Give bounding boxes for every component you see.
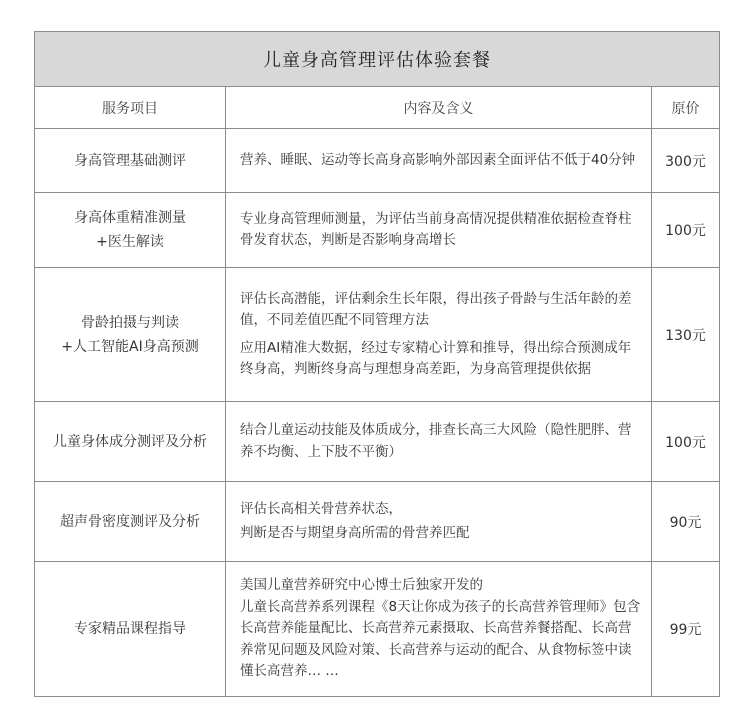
- price-cell: 300元: [652, 129, 720, 193]
- price-cell: 90元: [652, 482, 720, 562]
- content-cell: [226, 268, 652, 402]
- service-name: 儿童身体成分测评及分析: [53, 433, 207, 450]
- content-text: 结合儿童运动技能及体质成分，排查长高三大风险（隐性肥胖、营养不均衡、上下肢不平衡）: [240, 422, 632, 460]
- price-cell: 100元: [652, 402, 720, 482]
- content-text: 评估长高潜能，评估剩余生长年限，得出孩子骨龄与生活年龄的差值，不同差值匹配不同管理方法: [240, 290, 632, 328]
- service-name: +人工智能AI身高预测: [61, 338, 199, 355]
- table-row: [35, 562, 720, 697]
- header-service: 服务项目: [35, 87, 226, 129]
- title-row: [35, 32, 720, 87]
- package-table: [34, 31, 720, 697]
- table-title: 儿童身高管理评估体验套餐: [35, 32, 720, 87]
- service-cell: [35, 129, 226, 193]
- price-cell: 99元: [652, 562, 720, 697]
- content-text: 专业身高管理师测量，为评估当前身高情况提供精准依据检查脊柱骨发育状态，判断是否影响身高增长: [240, 210, 632, 248]
- service-cell: [35, 268, 226, 402]
- content-cell: [226, 562, 652, 697]
- content-text: 营养、睡眠、运动等长高身高影响外部因素全面评估不低于40分钟: [240, 151, 636, 168]
- content-cell: [226, 482, 652, 562]
- header-content: 内容及含义: [226, 87, 652, 129]
- content-cell: [226, 129, 652, 193]
- table-row: [35, 482, 720, 562]
- service-cell: [35, 193, 226, 268]
- table-row: [35, 268, 720, 402]
- service-name: 身高管理基础测评: [74, 152, 186, 169]
- service-name: 超声骨密度测评及分析: [60, 513, 200, 530]
- table-row: [35, 193, 720, 268]
- content-cell: [226, 402, 652, 482]
- content-text: 应用AI精准大数据，经过专家精心计算和推导，得出综合预测成年终身高，判断终身高与理想身高差距，为身高管理提供依据: [240, 339, 632, 377]
- content-text: 美国儿童营养研究中心博士后独家开发的: [240, 577, 483, 594]
- service-cell: [35, 562, 226, 697]
- price-cell: 130元: [652, 268, 720, 402]
- service-name: 身高体重精准测量: [74, 210, 186, 226]
- table-row: [35, 402, 720, 482]
- service-name: +医生解读: [96, 234, 164, 250]
- service-name: 专家精品课程指导: [74, 621, 186, 637]
- table-row: [35, 129, 720, 193]
- price-cell: 100元: [652, 193, 720, 268]
- service-cell: [35, 482, 226, 562]
- service-cell: [35, 402, 226, 482]
- header-price: 原价: [652, 87, 720, 129]
- content-text: 判断是否与期望身高所需的骨营养匹配: [240, 525, 470, 541]
- content-text: 儿童长高营养系列课程《8天让你成为孩子的长高营养管理师》包含长高营养能量配比、长高营养元素摄取、长高营养餐搭配、长高营养常见问题及风险对策、长高营养与运动的配合、从食物标签中读懂长高营养… …: [240, 598, 641, 680]
- content-text: 评估长高相关骨营养状态，: [240, 500, 402, 517]
- header-row: [35, 87, 720, 129]
- service-name: 骨龄拍摄与判读: [81, 314, 179, 331]
- content-cell: [226, 193, 652, 268]
